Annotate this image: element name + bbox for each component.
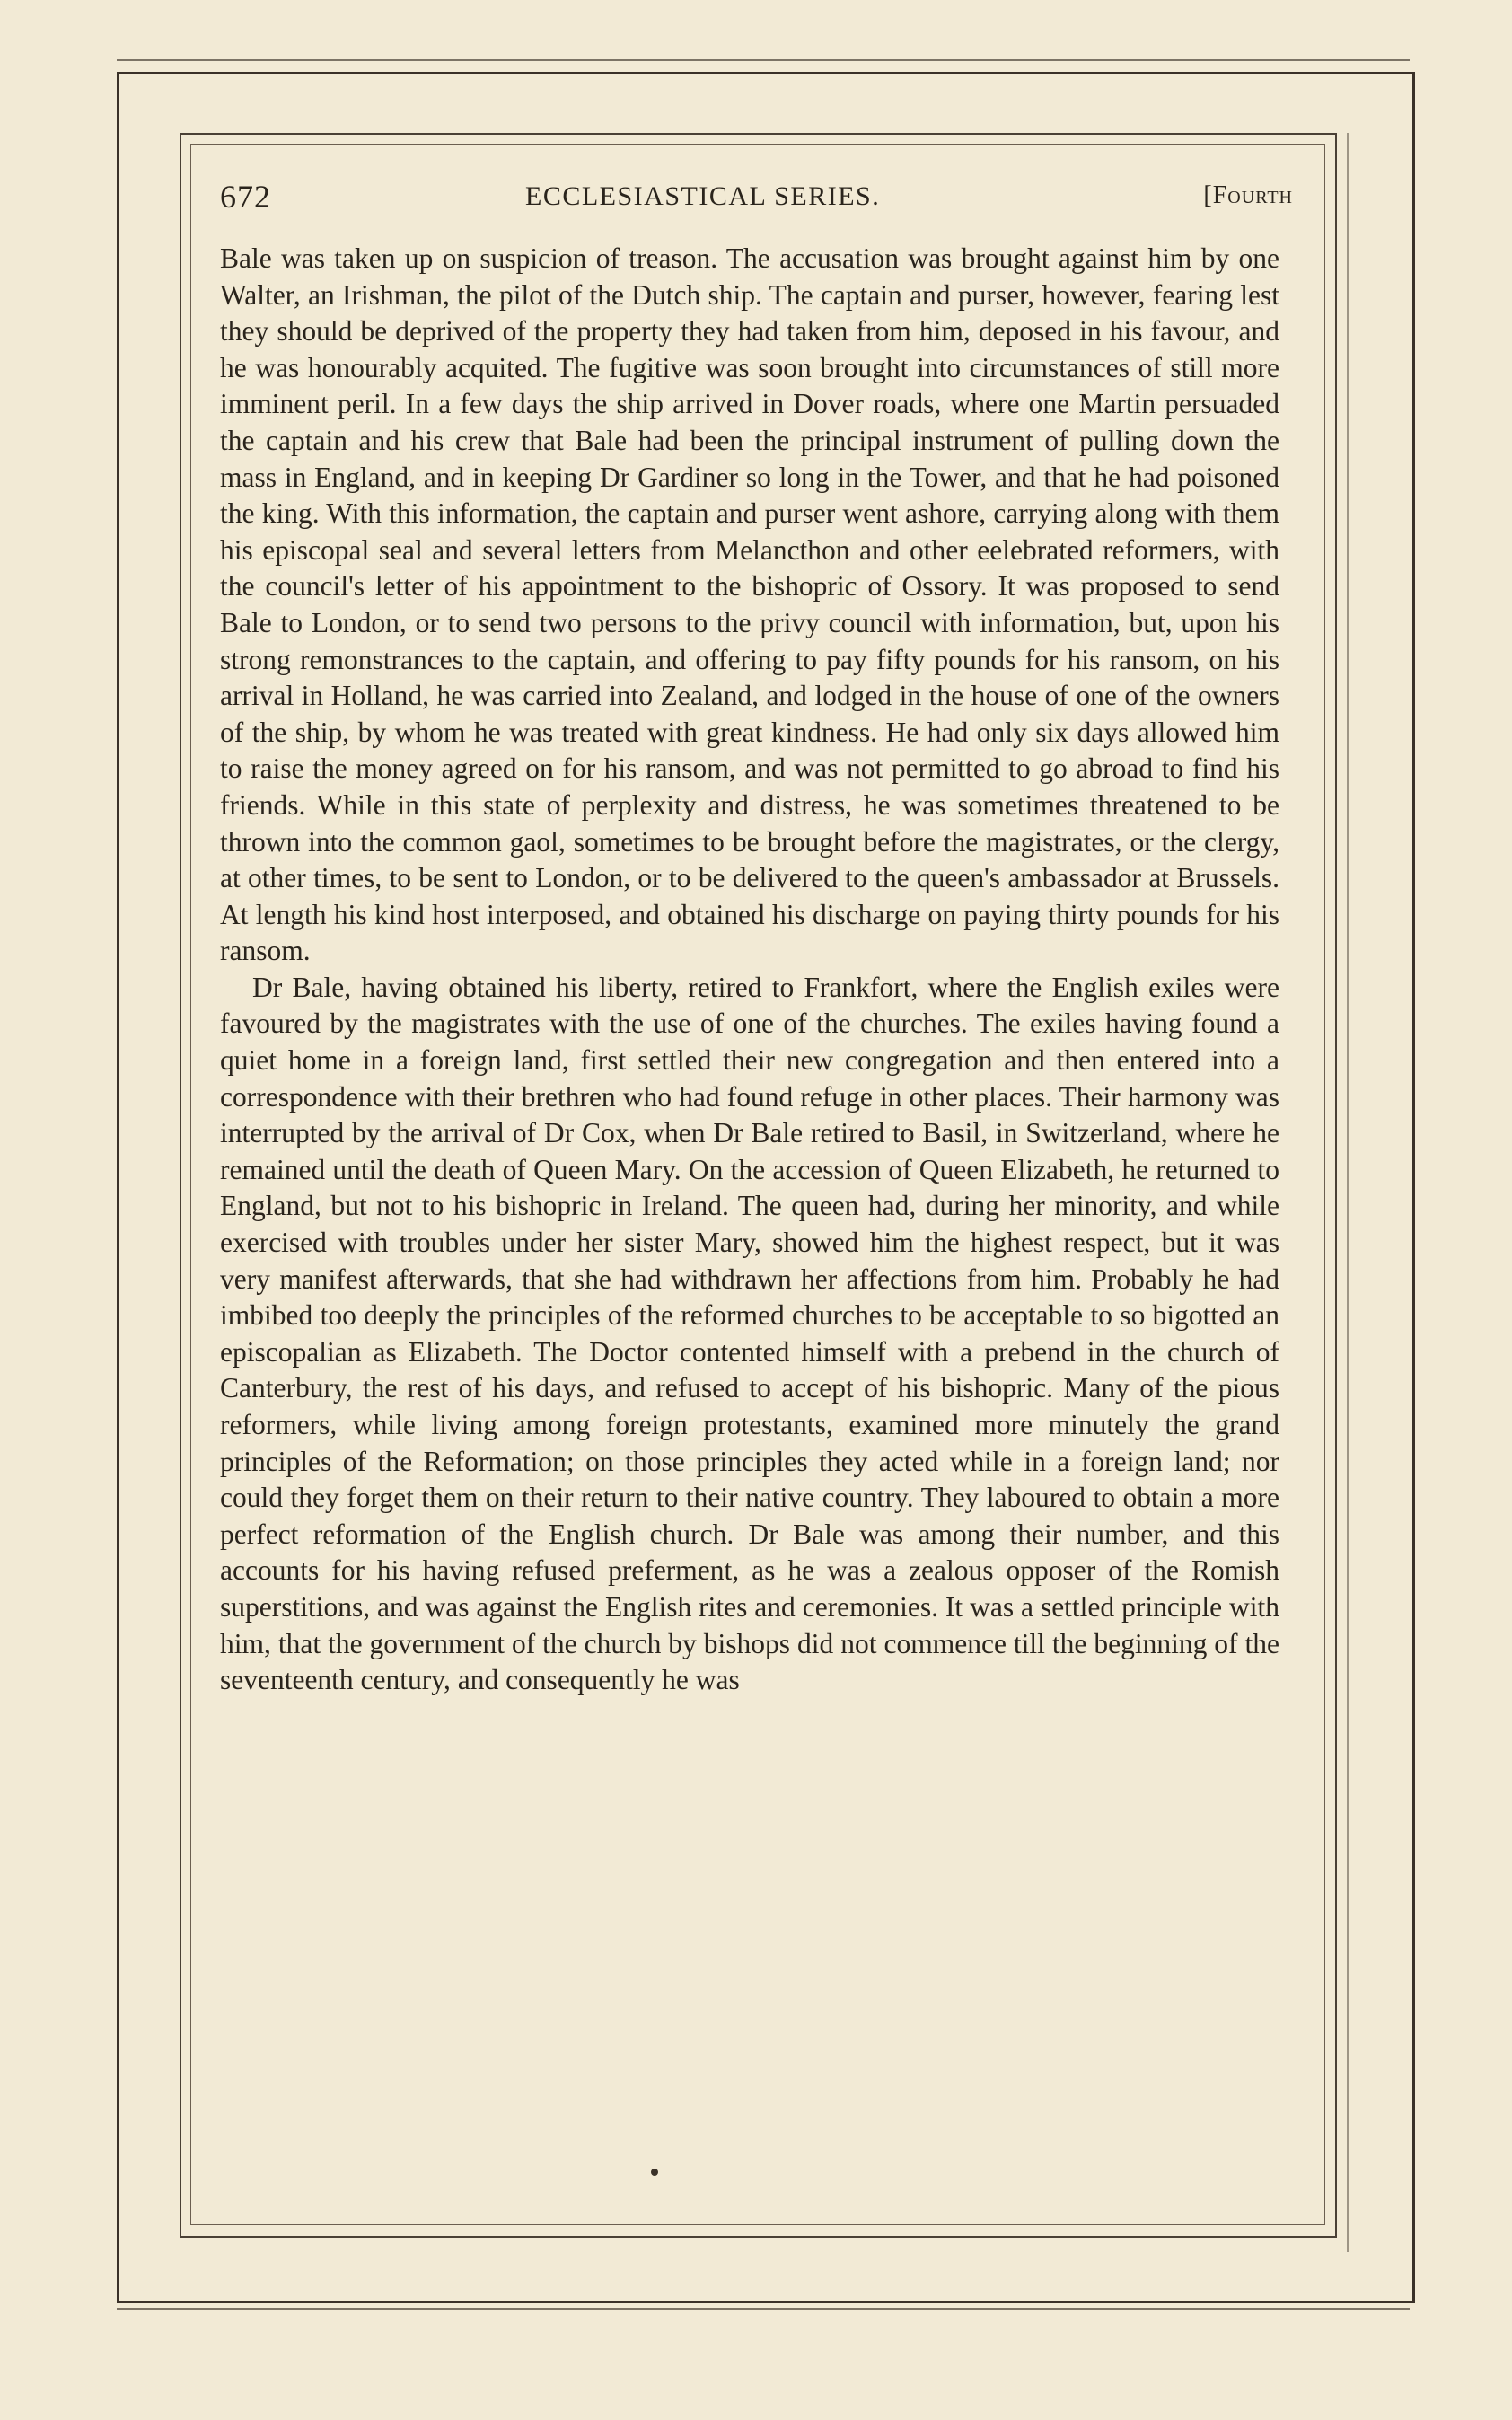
- right-rule: [1347, 133, 1349, 2252]
- page-number: 672: [220, 179, 271, 215]
- printer-mark: [651, 2169, 658, 2176]
- body-text: [220, 241, 1279, 1699]
- series-title: ECCLESIASTICAL SERIES.: [525, 181, 881, 211]
- paragraph-1: Bale was taken up on suspicion of treason. The accusation was brought against him by one Walter, an Irishman, the pilot of the Dutch ship. The captain and purser, however, fearing lest they should be deprived of the property they had taken from him, deposed in his favour, and he was honourably acquited. The fugitive was soon brought into circumstances of still more imminent peril. In a few days the ship arrived in Dover roads, where one Martin persuaded the captain and his crew that Bale had been the principal instrument of pulling down the mass in England, and in keeping Dr Gardiner so long in the Tower, and that he had poisoned the king. With this information, the captain and purser went ashore, carrying along with them his episcopal seal and several letters from Melancthon and other eelebrated reformers, with the council's letter of his appointment to the bishopric of Ossory. It was proposed to send Bale to London, or to send two persons to the privy council with information, but, upon his strong remonstrances to the captain, and offering to pay fifty pounds for his ransom, on his arrival in Holland, he was carried into Zealand, and lodged in the house of one of the owners of the ship, by whom he was treated with great kindness. He had only six days allowed him to raise the money agreed on for his ransom, and was not permitted to go abroad to find his friends. While in this state of perplexity and distress, he was sometimes threatened to be thrown into the common gaol, sometimes to be brought before the magistrates, or the clergy, at other times, to be sent to London, or to be delivered to the queen's ambassador at Brussels. At length his kind host interposed, and obtained his discharge on paying thirty pounds for his ransom.: [220, 242, 1279, 967]
- bottom-rule: [117, 2308, 1410, 2310]
- top-rule: [117, 59, 1410, 61]
- running-head: [220, 171, 1297, 224]
- paragraph-2: Dr Bale, having obtained his liberty, retired to Frankfort, where the English exiles were favoured by the magistrates with the use of one of the churches. The exiles having found a quiet home in a foreign land, first settled their new congregation and then entered into a correspondence with their brethren who had found refuge in other places. Their harmony was interrupted by the arrival of Dr Cox, when Dr Bale retired to Basil, in Switzerland, where he remained until the death of Queen Mary. On the accession of Queen Elizabeth, he returned to England, but not to his bishopric in Ireland. The queen had, during her minority, and while exercised with troubles under her sister Mary, showed him the highest respect, but it was very manifest afterwards, that she had withdrawn her affections from him. Probably he had imbibed too deeply the principles of the reformed churches to be acceptable to so bigotted an episcopalian as Elizabeth. The Doctor contented himself with a prebend in the church of Canterbury, the rest of his days, and refused to accept of his bishopric. Many of the pious reformers, while living among foreign protestants, examined more minutely the grand principles of the Reformation; on those principles they acted while in a foreign land; nor could they forget them on their return to their native country. They laboured to obtain a more perfect reformation of the English church. Dr Bale was among their number, and this accounts for his having refused preferment, as he was a zealous opposer of the Romish superstitions, and was against the English rites and ceremonies. It was a settled principle with him, that the government of the church by bishops did not commence till the beginning of the seventeenth century, and consequently he was: [220, 971, 1279, 1696]
- book-page: [220, 171, 1297, 1699]
- section-mark: [Fourth: [1203, 181, 1293, 209]
